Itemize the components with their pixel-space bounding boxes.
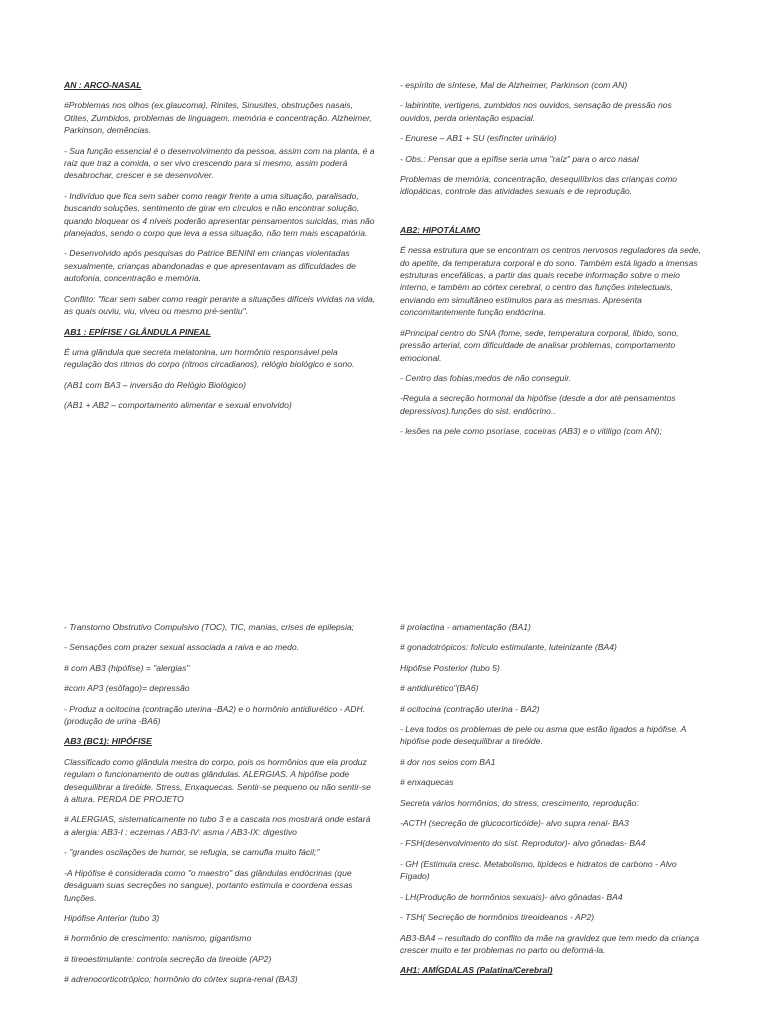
column-top-right [400, 79, 706, 446]
paragraph: - Transtorno Obstrutivo Compulsivo (TOC), TIC, manias, crises de epilepsia; [64, 622, 355, 632]
paragraph: AB3-BA4 – resultado do conflito da mãe na gravidez que tem medo da criança crescer muito e ter problemas no parto ou deformá-la. [400, 932, 700, 955]
paragraph: - "grandes oscilações de humor, se refugia, se camufla muito fácil;" [64, 847, 320, 858]
section-heading-ab2: AB2: HIPOTÁLAMO [400, 224, 481, 235]
paragraph: - Sensações com prazer sexual associada a raiva e ao medo. [64, 642, 300, 653]
paragraph: # ocitocina (contração uterina - BA2) [400, 703, 540, 714]
paragraph: # adrenocorticotrópico; hormônio do córtex supra-renal (BA3) [64, 974, 298, 985]
column-top-left [64, 79, 376, 420]
paragraph: - labirintite, vertigens, zumbidos nos ouvidos, sensação de pressão nos ouvidos, perda orientação espacial. [400, 100, 672, 123]
section-heading-ab3: AB3 (BC1): HIPÓFISE [64, 736, 152, 747]
paragraph: # antidiurético"(BA6) [400, 683, 479, 694]
paragraph: #Problemas nos olhos (ex.glaucoma), Rinites, Sinusites, obstruções nasais, Otites, Zumbidos, problemas de linguagem, memória e concentração. Alzheimer, Parkinson, demências. [64, 100, 372, 136]
paragraph: Conflito: "ficar sem saber como reagir perante a situações difíceis vividas na vida, as quais ouviu, viu, viveu ou mesmo pré-sentiu". [64, 293, 376, 317]
paragraph: # prolactina - amamentação (BA1) [400, 622, 531, 632]
paragraph: # dor nos seios com BA1 [400, 756, 496, 767]
paragraph: - espírito de síntese, Mal de Alzheimer, Parkinson (com AN) [400, 80, 628, 90]
paragraph: #com AP3 (esôfago)= depressão [64, 683, 190, 694]
paragraph: - lesões na pele como psoríase, coceiras (AB3) e o vitiligo (com AN); [400, 426, 662, 437]
paragraph: (AB1 + AB2 – comportamento alimentar e sexual envolvido) [64, 400, 292, 411]
paragraph: Secreta vários hormônios, do stress, crescimento, reprodução: [400, 797, 639, 808]
paragraph: - TSH( Secreção de hormônios tireoideanos - AP2) [400, 912, 595, 923]
paragraph: -ACTH (secreção de glucocorticóide)- alvo supra renal- BA3 [400, 818, 629, 829]
paragraph: Classificado como glândula mestra do corpo, pois os hormônios que ela produz regulam o funcionamento de outras glândulas. ALERGIAS. A hipófise pode desequilibrar a tireóide. Stress, Enxaquecas. Sentir-se pequeno ou não sentir-se à altura. PERDA DE PROJETO [64, 756, 371, 805]
paragraph: - Produz a ocitocina (contração uterina -BA2) e o hormônio antidiurético - ADH.(produção de urina -BA6) [64, 703, 366, 727]
paragraph: - Enurese – AB1 + SU (esfíncter urinário) [400, 133, 557, 144]
section-heading-an: AN : ARCO-NASAL [64, 80, 142, 90]
paragraph: - Obs.: Pensar que a epífise seria uma "raíz" para o arco nasal [400, 153, 639, 164]
column-bottom-left [64, 621, 376, 994]
paragraph: - GH (Estimula cresc. Metabolismo, lipídeos e hidratos de carbono - Alvo Fígado) [400, 858, 677, 882]
paragraph: Hipófise Posterior (tubo 5) [400, 662, 500, 673]
paragraph: # ALERGIAS, sistematicamente no tubo 3 e a cascata nos mostrará onde estará a alergia: AB3-I : eczemas / AB3-IV: asma / AB3-IX: digestivo [64, 814, 371, 837]
paragraph: - LH(Produção de hormônios sexuais)- alvo gônadas- BA4 [400, 891, 623, 902]
paragraph: -Regula a secreção hormonal da hipófise (desde a dor até pensamentos depressivos).funções do sist. endócrino.. [400, 393, 676, 416]
paragraph: - Sua função essencial é o desenvolvimento da pessoa, assim com na planta, é a raiz que traz a comida, o ser vivo crescendo para si mesmo, assim poderá desabrochar, crescer e se desenvolver. [64, 145, 375, 181]
paragraph: # enxaquecas [400, 777, 454, 788]
paragraph: # hormônio de crescimento: nanismo, gigantismo [64, 933, 252, 944]
paragraph: # com AB3 (hipófise) = "alergias" [64, 662, 190, 673]
paragraph: - Desenvolvido após pesquisas do Patrice BENINI em crianças violentadas sexualmente, crianças abandonadas e que apresentavam as dificuldades de autofonia, concentração e memória. [64, 248, 356, 284]
paragraph: # gonadotrópicos: folículo estimulante, luteinizante (BA4) [400, 642, 617, 653]
paragraph: - FSH(desenvolvimento do sist. Reprodutor)- alvo gônadas- BA4 [400, 838, 646, 849]
paragraph: - Indivíduo que fica sem saber como reagir frente a uma situação, paralisado, buscando soluções, sentimento de girar em círculos e não encontrar solução, quando bloquear os 4 níveis poderão apresentar pensamentos suicidas, mas não planejados, sendo o corpo que leva a essa situação, não tem mais escapatória. [64, 190, 375, 239]
paragraph: Hipófise Anterior (tubo 3) [64, 912, 160, 923]
paragraph: É nessa estrutura que se encontram os centros nervosos reguladores da sede, do apetite, da temperatura corporal e do sono. Também está ligado a imensas estruturas encefálicas, a partir das quais recebe informação sobre o meio interno, e também ao córtex cerebral, o centro das funções intelectuais, enviando em simultâneo estímulos para as mesmas. Apresenta concomitantemente função endócrina. [400, 245, 701, 318]
paragraph: (AB1 com BA3 – inversão do Relógio Biológico) [64, 379, 246, 390]
paragraph: - Centro das fobias;medos de não conseguir. [400, 372, 572, 383]
paragraph: Problemas de memória, concentração, desequilíbrios das crianças como idiopáticas, controle das atividades sexuais e de reprodução. [400, 174, 678, 197]
paragraph: # tireoestimulante: controla secreção da tireoide (AP2) [64, 953, 272, 964]
section-heading-ah1: AH1: AMÍGDALAS (Palatina/Cerebral) [400, 965, 553, 976]
paragraph: - Leva todos os problemas de pele ou asma que estão ligados a hipófise. A hipófise pode desequilibrar a tireóide. [400, 724, 687, 747]
section-heading-ab1: AB1 : EPÍFISE / GLÂNDULA PINEAL [64, 326, 211, 337]
paragraph: -A Hipófise é considerada como "o maestro" das glândulas endócrinas (que deságuam suas secreções no sangue), portanto estimula e coordena essas funções. [64, 867, 353, 903]
paragraph: #Principal centro do SNA (fome, sede, temperatura corporal, libido, sono, pressão arterial, com dificuldade de analisar problemas, comportamento emocional. [400, 327, 679, 363]
column-bottom-right [400, 621, 706, 985]
paragraph: É uma glândula que secreta melatonina, um hormônio responsável pela regulação dos ritmos do corpo (ritmos circadianos), relógio biológico e sono. [64, 346, 355, 370]
